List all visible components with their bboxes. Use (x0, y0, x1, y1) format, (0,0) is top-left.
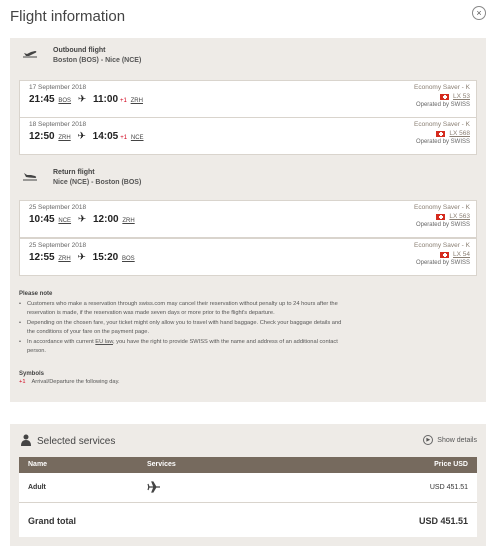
note-item: • Depending on the chosen fare, your ticket might only allow you to travel with hand baggage. Check your baggage details and the conditions of your fare on the payment page. (19, 319, 349, 336)
outbound-route: Boston (BOS) - Nice (NCE) (53, 57, 142, 64)
plane-arrow-icon: ✈ (77, 94, 87, 105)
arrival-airport[interactable]: ZRH (130, 98, 143, 104)
flight-card-outbound-1 (19, 80, 477, 118)
operated-by: Operated by SWISS (415, 260, 470, 266)
arrival-airport[interactable]: ZRH (122, 218, 135, 224)
passenger-type: Adult (28, 484, 46, 491)
note-text: , you have the right to provide SWISS with the name and address of an additional contact person. (27, 339, 338, 354)
eu-law-link[interactable]: EU law (95, 339, 113, 345)
col-services: Services (147, 461, 176, 468)
person-icon (21, 434, 31, 446)
fare-class: Economy Saver - K (414, 204, 470, 211)
departure-airport[interactable]: ZRH (58, 135, 71, 141)
fare-class: Economy Saver - K (414, 121, 470, 128)
show-details-button[interactable] (423, 435, 477, 445)
departure-airport[interactable]: ZRH (58, 256, 71, 262)
flight-card-return-1 (19, 200, 477, 238)
row-price: USD 451.51 (429, 484, 468, 491)
departure-time: 10:45 (29, 214, 55, 225)
swiss-flag-icon (436, 214, 445, 220)
flight-details (414, 242, 470, 266)
grand-total-value: USD 451.51 (418, 516, 468, 526)
operated-by: Operated by SWISS (415, 222, 470, 228)
outbound-title: Outbound flight (53, 47, 106, 54)
note-item: • Customers who make a reservation through swiss.com may cancel their reservation without penalty up to 24 hours after the reservation is made, if the reservation was made seven days or more prior to the flight's departure. (19, 300, 349, 317)
next-day-marker: +1 (120, 98, 127, 104)
fare-class: Economy Saver - K (414, 242, 470, 249)
symbols-row (19, 379, 120, 385)
flight-number-link[interactable] (414, 130, 470, 137)
grand-total-row (19, 509, 477, 535)
flight-info-panel (10, 38, 486, 402)
swiss-flag-icon (436, 131, 445, 137)
operated-by: Operated by SWISS (415, 139, 470, 145)
note-item (19, 338, 349, 355)
return-route: Nice (NCE) - Boston (BOS) (53, 179, 142, 186)
arrival-airport[interactable]: BOS (122, 256, 135, 262)
flight-date: 17 September 2018 (29, 84, 87, 91)
arrival-time: 15:20 (92, 252, 119, 263)
plane-arrow-icon: ✈ (77, 131, 86, 142)
flight-times (29, 252, 135, 263)
flight-times (29, 131, 144, 142)
close-icon[interactable]: × (472, 6, 486, 20)
swiss-flag-icon (440, 252, 449, 258)
note-text: In accordance with current (27, 339, 96, 345)
arrival-time: 11:00 (92, 94, 119, 105)
services-title: Selected services (37, 436, 116, 447)
flight-number[interactable]: LX 54 (453, 251, 470, 258)
flight-number-link[interactable] (414, 251, 470, 258)
note-list (19, 300, 349, 357)
services-panel (10, 424, 486, 546)
takeoff-icon (22, 49, 38, 59)
flight-times (29, 214, 135, 225)
flight-times (29, 94, 143, 105)
col-name: Name (28, 461, 48, 468)
symbols-title: Symbols (19, 371, 45, 377)
grand-total-label: Grand total (28, 516, 77, 526)
flight-number[interactable]: LX 568 (449, 130, 470, 137)
departure-time: 12:55 (29, 252, 55, 263)
arrival-time: 12:00 (92, 214, 119, 225)
show-details-label: Show details (437, 436, 477, 444)
flight-card-return-2 (19, 238, 477, 276)
modal-header (0, 0, 496, 36)
plane-arrow-icon: ✈ (77, 214, 87, 225)
next-day-marker: +1 (19, 379, 26, 385)
departure-time: 21:45 (29, 94, 55, 105)
flight-number-link[interactable] (414, 213, 470, 220)
table-header (19, 457, 477, 473)
flight-details (414, 84, 470, 108)
return-title: Return flight (53, 169, 95, 176)
services-table (19, 457, 477, 537)
arrival-airport[interactable]: NCE (130, 135, 144, 141)
chevron-right-icon: ▶ (423, 435, 433, 445)
fare-class: Economy Saver - K (414, 84, 470, 91)
next-day-marker: +1 (120, 135, 128, 141)
symbol-description: Arrival/Departure the following day. (31, 379, 120, 385)
flight-number[interactable]: LX 53 (453, 93, 470, 100)
departure-airport[interactable]: BOS (58, 98, 72, 104)
arrival-time: 14:05 (92, 131, 119, 142)
flight-service-icon (147, 481, 161, 493)
flight-details (414, 121, 470, 145)
departure-airport[interactable]: NCE (58, 218, 72, 224)
flight-date: 25 September 2018 (29, 204, 87, 211)
swiss-flag-icon (440, 94, 449, 100)
table-row (19, 473, 477, 503)
col-price: Price USD (434, 461, 468, 468)
return-header (22, 169, 322, 197)
landing-icon (22, 171, 38, 181)
flight-date: 25 September 2018 (29, 242, 87, 249)
flight-number[interactable]: LX 563 (449, 213, 470, 220)
plane-arrow-icon: ✈ (77, 252, 86, 263)
flight-number-link[interactable] (414, 93, 470, 100)
outbound-header (22, 47, 322, 75)
modal-title: Flight information (10, 8, 126, 25)
operated-by: Operated by SWISS (415, 102, 470, 108)
note-title: Please note (19, 291, 53, 297)
flight-details (414, 204, 470, 228)
departure-time: 12:50 (29, 131, 55, 142)
flight-card-outbound-2 (19, 117, 477, 155)
flight-date: 18 September 2018 (29, 121, 87, 128)
